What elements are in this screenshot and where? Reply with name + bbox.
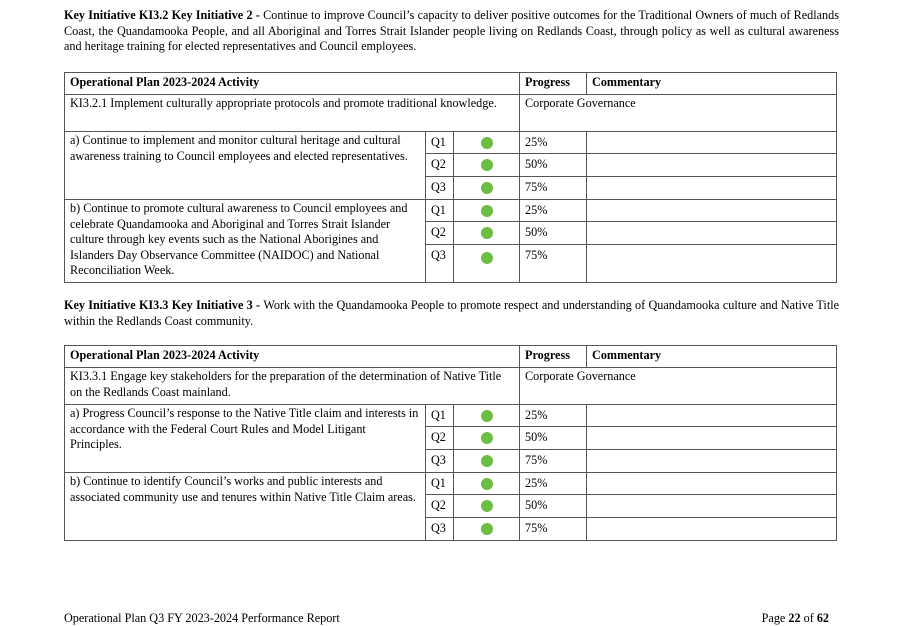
quarter-label: Q1 bbox=[426, 200, 454, 222]
status-dot-icon bbox=[481, 159, 493, 171]
initiative-description: Work with the Quandamooka People to promote respect and understanding of Quandamooka culture and Native Title within the Redlands Coast community. bbox=[64, 298, 839, 328]
progress-value: 50% bbox=[520, 222, 587, 245]
activity-row bbox=[65, 95, 837, 132]
status-cell bbox=[454, 450, 520, 473]
quarter-label: Q2 bbox=[426, 222, 454, 245]
activity-owner: Corporate Governance bbox=[520, 368, 837, 405]
initiative-description: Continue to improve Council’s capacity to deliver positive outcomes for the Traditional Owners of much of Redlands Coast, the Quandamooka People, and all Aboriginal and Torres Strait Islander people living on Redlands Coast, through policy as well as cultural awareness and heritage training for elected representatives and Council employees. bbox=[64, 8, 839, 53]
status-cell bbox=[454, 427, 520, 450]
activity-table-ki3-3 bbox=[64, 345, 837, 541]
status-cell bbox=[454, 154, 520, 177]
status-dot-icon bbox=[481, 500, 493, 512]
page-current: 22 bbox=[788, 611, 801, 625]
quarter-label: Q2 bbox=[426, 495, 454, 518]
progress-value: 50% bbox=[520, 495, 587, 518]
commentary-cell bbox=[587, 154, 837, 177]
table-row bbox=[65, 473, 837, 495]
table-row bbox=[65, 132, 837, 154]
initiative-heading-ki3-3 bbox=[64, 298, 839, 329]
commentary-cell bbox=[587, 473, 837, 495]
status-dot-icon bbox=[481, 252, 493, 264]
item-description: a) Progress Council’s response to the Native Title claim and interests in accordance with the Federal Court Rules and Model Litigant Principles. bbox=[65, 405, 426, 473]
initiative-title: Key Initiative KI3.3 Key Initiative 3 - bbox=[64, 298, 264, 312]
status-cell bbox=[454, 132, 520, 154]
quarter-label: Q2 bbox=[426, 427, 454, 450]
item-description: b) Continue to identify Council’s works and public interests and associated community use and tenures within Native Title Claim areas. bbox=[65, 473, 426, 541]
status-dot-icon bbox=[481, 478, 493, 490]
quarter-label: Q3 bbox=[426, 450, 454, 473]
column-header-progress: Progress bbox=[520, 346, 587, 368]
table-header-row bbox=[65, 73, 837, 95]
column-header-progress: Progress bbox=[520, 73, 587, 95]
activity-table-ki3-2 bbox=[64, 72, 837, 283]
page-total: 62 bbox=[816, 611, 829, 625]
column-header-commentary: Commentary bbox=[587, 346, 837, 368]
progress-value: 75% bbox=[520, 177, 587, 200]
commentary-cell bbox=[587, 518, 837, 541]
item-description: b) Continue to promote cultural awareness to Council employees and celebrate Quandamooka and Aboriginal and Torres Strait Islander culture through key events such as the National Aborigines and Islanders Day Observance Committee (NAIDOC) and National Reconciliation Week. bbox=[65, 200, 426, 283]
progress-value: 50% bbox=[520, 427, 587, 450]
quarter-label: Q1 bbox=[426, 405, 454, 427]
quarter-label: Q3 bbox=[426, 177, 454, 200]
progress-value: 75% bbox=[520, 450, 587, 473]
progress-value: 25% bbox=[520, 132, 587, 154]
page-number bbox=[762, 611, 829, 626]
commentary-cell bbox=[587, 450, 837, 473]
table-row bbox=[65, 405, 837, 427]
status-cell bbox=[454, 245, 520, 283]
initiative-heading-ki3-2 bbox=[64, 8, 839, 55]
quarter-label: Q3 bbox=[426, 245, 454, 283]
status-cell bbox=[454, 405, 520, 427]
status-cell bbox=[454, 518, 520, 541]
commentary-cell bbox=[587, 200, 837, 222]
commentary-cell bbox=[587, 405, 837, 427]
quarter-label: Q1 bbox=[426, 132, 454, 154]
column-header-commentary: Commentary bbox=[587, 73, 837, 95]
status-cell bbox=[454, 222, 520, 245]
status-dot-icon bbox=[481, 137, 493, 149]
status-cell bbox=[454, 495, 520, 518]
commentary-cell bbox=[587, 495, 837, 518]
column-header-activity: Operational Plan 2023-2024 Activity bbox=[65, 346, 520, 368]
status-cell bbox=[454, 177, 520, 200]
status-dot-icon bbox=[481, 455, 493, 467]
status-dot-icon bbox=[481, 432, 493, 444]
status-cell bbox=[454, 200, 520, 222]
progress-value: 75% bbox=[520, 518, 587, 541]
report-title: Operational Plan Q3 FY 2023-2024 Performance Report bbox=[64, 611, 340, 625]
progress-value: 75% bbox=[520, 245, 587, 283]
initiative-title: Key Initiative KI3.2 Key Initiative 2 - bbox=[64, 8, 264, 22]
progress-value: 25% bbox=[520, 473, 587, 495]
status-dot-icon bbox=[481, 523, 493, 535]
table-row bbox=[65, 200, 837, 222]
activity-description: KI3.2.1 Implement culturally appropriate protocols and promote traditional knowledge. bbox=[65, 95, 520, 132]
activity-row bbox=[65, 368, 837, 405]
commentary-cell bbox=[587, 245, 837, 283]
activity-description: KI3.3.1 Engage key stakeholders for the preparation of the determination of Native Title on the Redlands Coast mainland. bbox=[65, 368, 520, 405]
activity-owner: Corporate Governance bbox=[520, 95, 837, 132]
status-dot-icon bbox=[481, 182, 493, 194]
table-header-row bbox=[65, 346, 837, 368]
progress-value: 50% bbox=[520, 154, 587, 177]
quarter-label: Q1 bbox=[426, 473, 454, 495]
page-prefix: Page bbox=[761, 611, 789, 625]
commentary-cell bbox=[587, 177, 837, 200]
commentary-cell bbox=[587, 427, 837, 450]
commentary-cell bbox=[587, 222, 837, 245]
status-dot-icon bbox=[481, 227, 493, 239]
page-of: of bbox=[800, 611, 817, 625]
item-description: a) Continue to implement and monitor cultural heritage and cultural awareness training to Council employees and elected representatives. bbox=[65, 132, 426, 200]
progress-value: 25% bbox=[520, 200, 587, 222]
commentary-cell bbox=[587, 132, 837, 154]
status-cell bbox=[454, 473, 520, 495]
progress-value: 25% bbox=[520, 405, 587, 427]
quarter-label: Q3 bbox=[426, 518, 454, 541]
quarter-label: Q2 bbox=[426, 154, 454, 177]
status-dot-icon bbox=[481, 410, 493, 422]
status-dot-icon bbox=[481, 205, 493, 217]
column-header-activity: Operational Plan 2023-2024 Activity bbox=[65, 73, 520, 95]
